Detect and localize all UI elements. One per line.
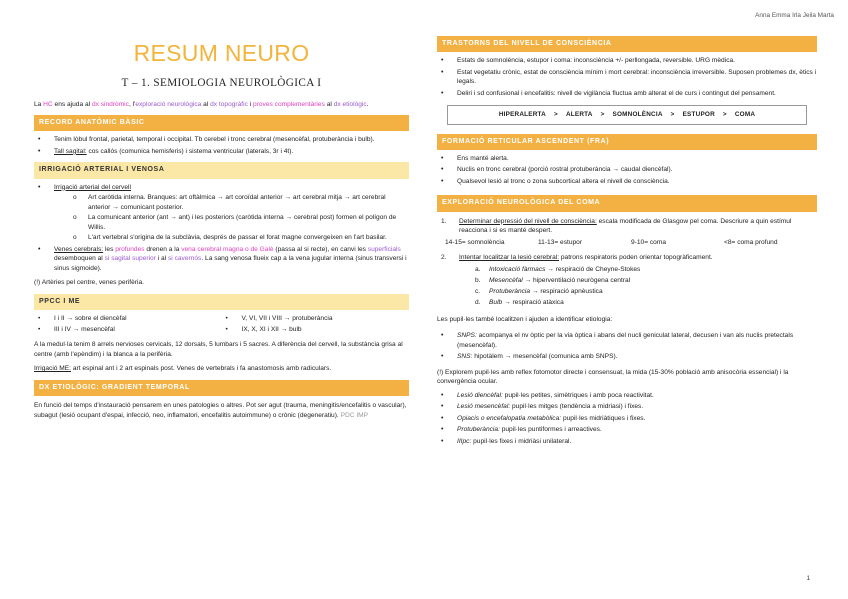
pupil-exam-note: (!) Explorem pupil·les amb reflex fotomotor directe i consensuat, la mida (15-30% població amb anisocòria essencial) i la convergència ocular. <box>437 368 789 386</box>
list-item: • SNS: hipotàlem → mesencèfal (comunica amb SNPS). <box>437 352 817 362</box>
scale-item: HIPERALERTA <box>498 111 546 119</box>
gcs-range: <8= coma profund <box>724 238 778 246</box>
gcs-range: 14-15= somnolència <box>445 238 505 246</box>
page-title: RESUM NEURO <box>133 40 310 66</box>
list-item: • Estat vegetatiu crònic, estat de consciència mínim i mort cerebral: inconsciència irreversible. Suposen problemes dx, ètics i legals. <box>437 68 817 87</box>
anatomy-list <box>34 135 409 156</box>
gcs-range: 11-13= estupor <box>538 238 583 246</box>
author-name: Anna Emma Irla Jeila Marta <box>755 12 834 19</box>
list-item: • Nuclis en tronc cerebral (porció rostral protuberància → caudal diencèfal). <box>437 165 817 175</box>
scale-separator: > <box>722 111 727 119</box>
spinal-irrigation-paragraph: Irrigació ME: art espinal ant i 2 art espinals post. Venes de vertebrals i fa anastomosis amb radiculars. <box>34 365 332 373</box>
topic-subtitle: T – 1. SEMIOLOGIA NEUROLÒGICA I <box>121 77 322 90</box>
list-item: • III i IV → mesencèfal <box>34 325 222 335</box>
list-item: • Deliri i sd confusional i encefalitis: nivell de vigilància fluctua amb alterat el de curs i contingut del pensament. <box>437 89 817 99</box>
consciousness-list <box>437 56 817 98</box>
sub-list-item: o La comunicant anterior (ant → ant) i les posteriors (caròtida interna → cerebral post) formen el polígon de Willis. <box>54 213 409 232</box>
scale-separator: > <box>554 111 558 119</box>
list-item: • Tenim lòbul frontal, parietal, temporal i occipital. Tb cerebel i tronc cerebral (mesencèfal, protuberància i bulb). <box>34 135 409 145</box>
left-column <box>34 36 409 420</box>
list-item: • Estats de somnolència, estupor i coma: inconsciència +/- perllongada, reversible. URG mèdica. <box>437 56 817 66</box>
list-item: • Lesió diencèfal: pupil·les petites, simètriques i amb poca reactivitat. <box>437 391 817 401</box>
list-item: b. Mesencèfal → hiperventilació neurògena central <box>475 276 631 284</box>
coma-steps-list-2 <box>437 253 817 263</box>
list-item: 2. Intentar localitzar la lesió cerebral: patrons respiratoris poden orientar topogràficament. <box>441 254 713 262</box>
list-item: • SNPS: acompanya el nv òptic per la via òptica i abans del nucli geniculat lateral, decusen i van als nuclis pretectals (mesencèfal). <box>437 331 817 350</box>
list-item: • Tall sagital: cos callós (comunica hemisferis) i sistema ventricular (laterals, 3r i 4t). <box>34 147 409 157</box>
list-item: • Irrigació arterial del cervell o Art caròtida interna. Branques: art oftàlmica → art coroïdal anterior → art cerebral mitja → art cerebral anterior → comunicant posterior. o La comunicant anterior (ant → ant) i les posteriors (caròtida interna → cerebral post) formen el polígon de Willis. o L'art vertebral s'origina de la subclàvia, després de passar el forat magne convergeixen en l'art basilar. <box>34 183 409 243</box>
autonomic-list <box>437 331 817 362</box>
list-item: • IIIpc: pupil·les fixes i midriàsi unilateral. <box>437 437 817 447</box>
temporal-gradient-paragraph: En funció del temps d'instauració pensarem en unes patologies o altres. Pot ser agut (trauma, meningitis/encefalitis o vascular), subagut (lesió ocupant d'espai, infecció, neo, inflamatori, encefalitis autoimmune) o crònic (degeneratiu). PDC IMP <box>34 401 407 419</box>
scale-item: ALERTA <box>565 111 593 119</box>
section-header-irrigacio: IRRIGACIÓ ARTERIAL I VENOSA <box>34 162 409 178</box>
irrigation-list <box>34 183 409 274</box>
cranial-nerves-grid <box>34 314 409 335</box>
list-item: • V, VI, VII i VIII → protuberància <box>222 314 410 324</box>
list-item: c. Protuberància → respiració apnèustica <box>475 287 603 295</box>
sub-list-item: o Art caròtida interna. Branques: art oftàlmica → art coroïdal anterior → art cerebral mitja → art cerebral anterior → comunicant posterior. <box>54 193 409 212</box>
list-item: a. Intoxicació fàrmacs → respiració de Cheyne-Stokes <box>475 265 641 273</box>
note-arteries: (!) Artèries pel centre, venes perifèria. <box>34 279 144 287</box>
consciousness-scale-box <box>447 105 807 124</box>
scale-item: COMA <box>734 111 756 119</box>
page-number: 1 <box>806 575 810 582</box>
list-item: • Lesió mesencèfal: pupil·les mitges (tendència a midriasi) i fixes. <box>437 402 817 412</box>
list-item: • I i II → sobre el diencèfal <box>34 314 222 324</box>
list-item: • Ens manté alerta. <box>437 154 817 164</box>
list-item: • Venes cerebrals: les profundes drenen a la vena cerebral magna o de Galè (passa al si recte), en canvi les superficials desemboquen al si sagital superior i al si cavernós. La sang venosa flueix cap a la vena jugular interna (sinus transversi i sinus sigmoide). <box>34 245 409 274</box>
list-item: • Protuberància: pupil·les puntiformes i arreactives. <box>437 425 817 435</box>
pupil-lesions-list <box>437 391 817 447</box>
scale-separator: > <box>600 111 605 119</box>
gcs-range: 9-10= coma <box>631 238 667 246</box>
section-header-trastorns: TRASTORNS DEL NIVELL DE CONSCIÈNCIA <box>437 36 817 52</box>
list-item: d. Bulb → respiració atàxica <box>475 298 564 306</box>
scale-item: ESTUPOR <box>682 111 715 119</box>
section-header-ppcc: PPCC I ME <box>34 294 409 310</box>
section-header-dx-etiologic: DX ETIOLÒGIC: GRADIENT TEMPORAL <box>34 380 409 396</box>
section-header-fra: FORMACIÓ RETICULAR ASCENDENT (FRA) <box>437 134 817 150</box>
scale-separator: > <box>670 111 675 119</box>
section-header-exploracio-coma: EXPLORACIÓ NEUROLÒGICA DEL COMA <box>437 195 817 211</box>
list-item: • IX, X, XI i XII → bulb <box>222 325 410 335</box>
spinal-cord-paragraph: A la medul·la tenim 8 arrels nervioses cervicals, 12 dorsals, 5 lumbars i 5 sacres. A diferència del cervell, la substància grisa al centre (amb l'epèndim) i la blanca a la perifèria. <box>34 341 403 358</box>
coma-steps-list <box>437 217 817 236</box>
list-item: • Opiacis o encefalopatia metabòlica: pupil·les midriàtiques i fixes. <box>437 414 817 424</box>
respiratory-patterns-list <box>437 265 817 308</box>
fra-list <box>437 154 817 187</box>
list-item: 1. Determinar depressió del nivell de consciència: escala modificada de Glasgow pel coma. Descriure a quin estímul reacciona i si es manté despert. <box>441 217 792 235</box>
glasgow-ranges <box>437 238 817 248</box>
list-item: • Qualsevol lesió al tronc o zona subcortical altera el nivell de consciència. <box>437 177 817 187</box>
scale-item: SOMNOLÈNCIA <box>612 111 663 119</box>
sub-list-item: o L'art vertebral s'origina de la subclàvia, després de passar el forat magne convergeixen en l'art basilar. <box>54 233 409 243</box>
pupil-intro: Les pupil·les també localitzen i ajuden a identificar etiologia: <box>437 316 613 324</box>
section-header-record-anatomic: RECORD ANATÒMIC BÀSIC <box>34 115 409 131</box>
right-column <box>437 36 817 448</box>
intro-paragraph: La HC ens ajuda al dx sindròmic, l'exploració neurològica al dx topogràfic i proves complementàries al dx etiològic. <box>34 100 369 108</box>
